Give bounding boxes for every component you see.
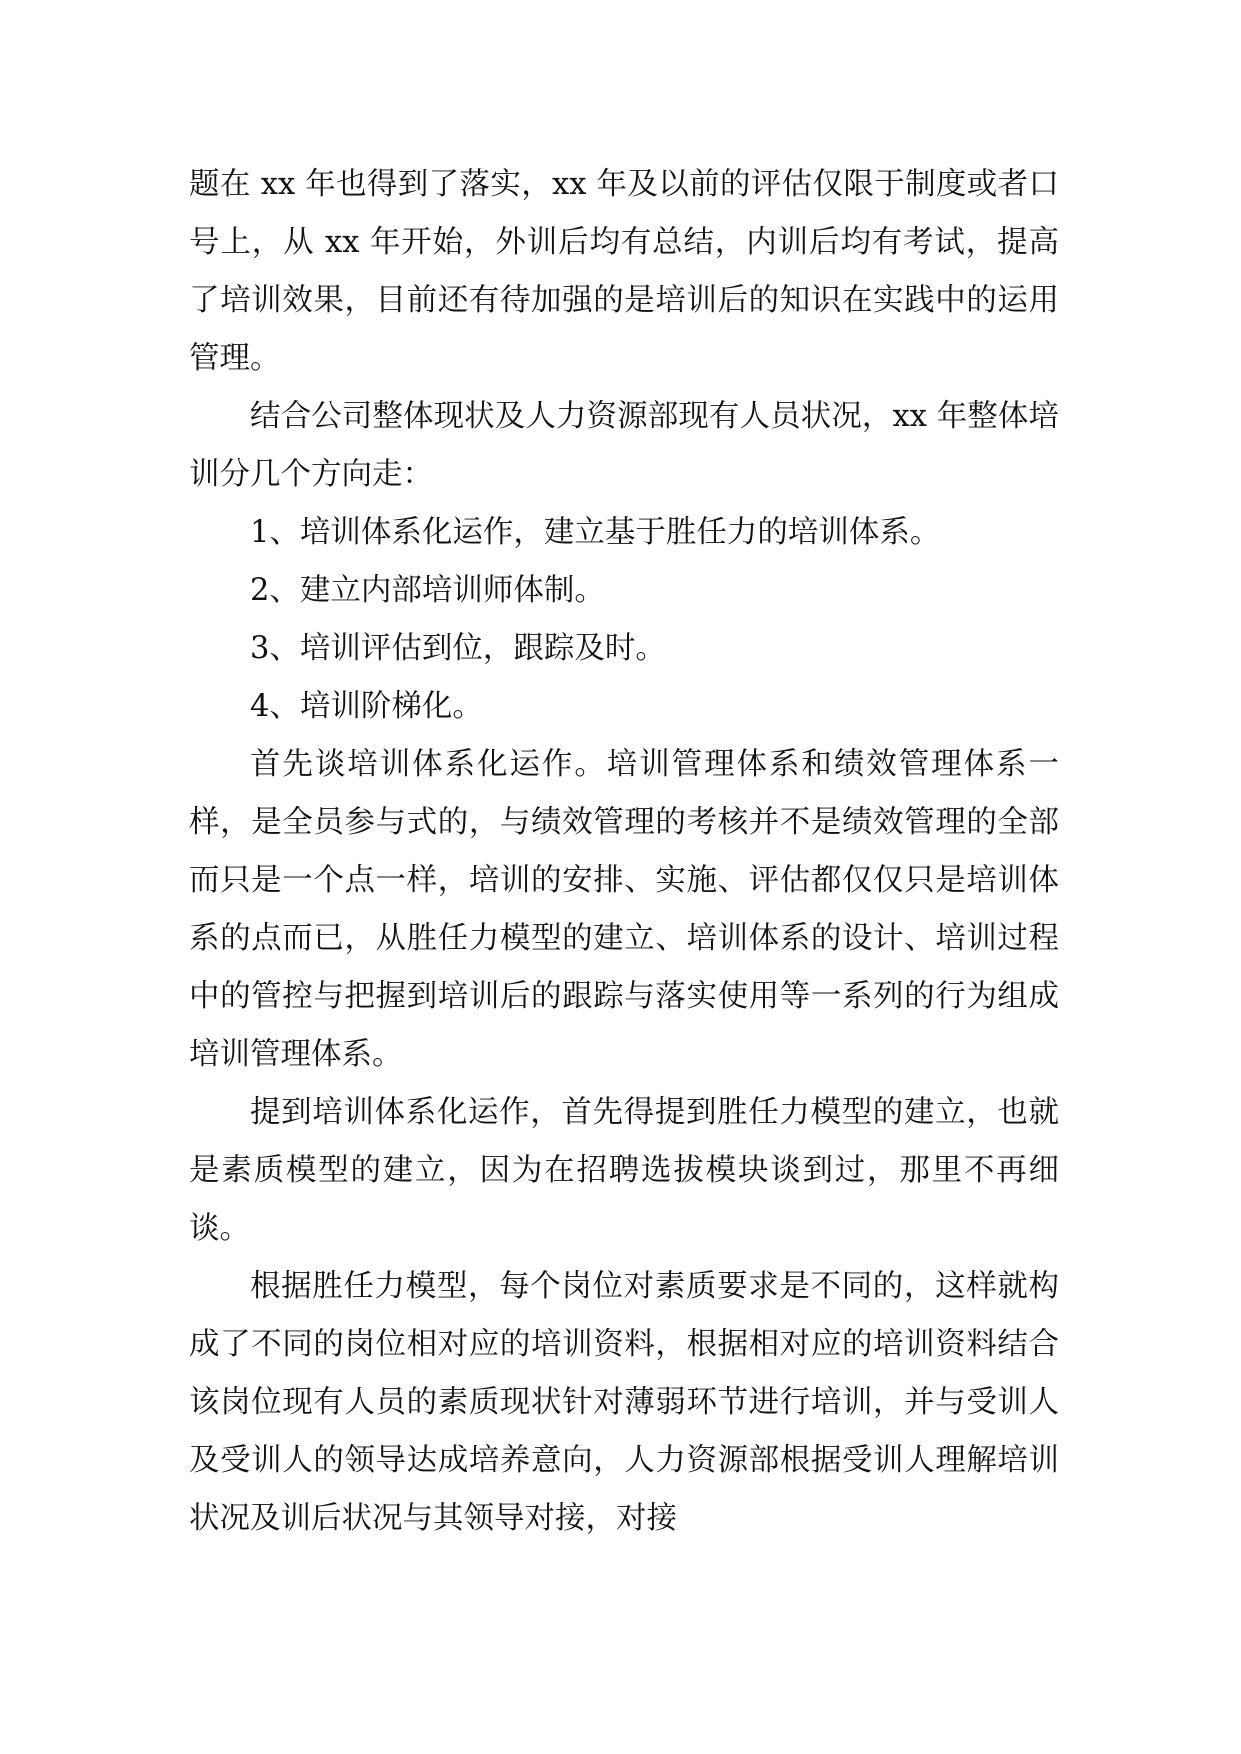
list-item: 3、培训评估到位，跟踪及时。 — [250, 631, 666, 666]
paragraph: 首先谈培训体系化运作。培训管理体系和绩效管理体系一样，是全员参与式的，与绩效管理的考核并不是绩效管理的全部而只是一个点一样，培训的安排、实施、评估都仅仅只是培训体系的点而已，从胜任力模型的建立、培训体系的设计、培训过程中的管控与把握到培训后的跟踪与落实使用等一系列的行为组成培训管理体系。 — [189, 747, 1059, 1072]
list-item: 2、建立内部培训师体制。 — [250, 573, 605, 608]
paragraph: 提到培训体系化运作，首先得提到胜任力模型的建立，也就是素质模型的建立，因为在招聘选拔模块谈到过，那里不再细谈。 — [189, 1095, 1059, 1246]
list-item: 1、培训体系化运作，建立基于胜任力的培训体系。 — [250, 515, 941, 550]
paragraph: 根据胜任力模型，每个岗位对素质要求是不同的，这样就构成了不同的岗位相对应的培训资料，根据相对应的培训资料结合该岗位现有人员的素质现状针对薄弱环节进行培训，并与受训人及受训人的领导达成培养意向，人力资源部根据受训人理解培训状况及训后状况与其领导对接，对接 — [189, 1269, 1059, 1536]
paragraph: 题在 xx 年也得到了落实，xx 年及以前的评估仅限于制度或者口号上，从 xx 年开始，外训后均有总结，内训后均有考试，提高了培训效果，目前还有待加强的是培训后的知识在实践中的运用管理。 — [189, 167, 1059, 376]
paragraph: 结合公司整体现状及人力资源部现有人员状况，xx 年整体培训分几个方向走： — [189, 399, 1059, 492]
list-item: 4、培训阶梯化。 — [250, 689, 483, 724]
document-body — [189, 156, 1059, 1548]
